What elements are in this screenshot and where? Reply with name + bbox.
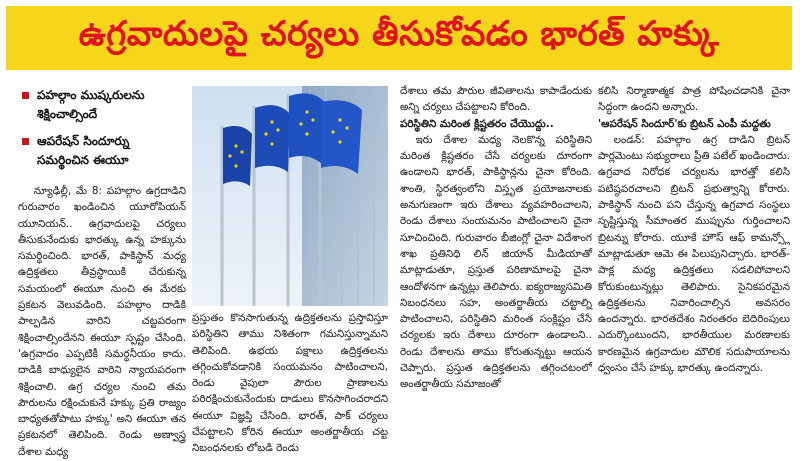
article-text: దేశాలు తమ పౌరుల జీవితాలను కాపాడేందుకు అన్ని చర్యలు చేపట్టాలని కోరింది. xyxy=(400,85,592,114)
article-column-4 xyxy=(598,83,790,376)
article-text: ప్రస్తుతం కొనసాగుతున్న ఉద్రిక్తతలను ప్రస్తావిస్తూ పరిస్థితిని తాము నిశితంగా గమనిస్తున్నామని తెలిపింది. ఉభయ పక్షాలు ఉద్రిక్తతలను తగ్గించుకోవడానికి సంయమనం పాటించాలని, రెండు వైపులా పౌరుల ప్రాణాలను పరిరక్షించుకునేందుకు దాడులు కొనసాగించరాదని ఈయూ విజ్ఞప్తి చేసింది. భారత్, పాక్ చర్యలు చేపట్టాలని కోరిన ఈయూ అంతర్జాతీయ చట్ట నిబంధనలకు లోబడి రెండు xyxy=(192,312,388,455)
highlight-text: పహల్గాం ముష్కరులను శిక్షించాల్సిందే xyxy=(37,88,145,121)
article-column-1 xyxy=(18,183,186,460)
highlight-item xyxy=(22,132,182,170)
headline: ఉగ్రవాదులపై చర్యలు తీసుకోవడం భారత్ హక్కు xyxy=(78,14,720,54)
subheading: 'ఆపరేషన్ సిందూర్'కు బ్రిటన్ ఎంపీ మద్దతు xyxy=(598,117,771,130)
eu-flags-icon xyxy=(192,86,388,306)
article-text: న్యూఢిల్లీ, మే 8: పహల్గాం ఉగ్రదాడిని గురువారం ఖండించిన యూరోపియన్ యూనియన్.. ఉగ్రవాదులపై చర్యలు తీసుకునేందుకు భారత్కు ఉన్న హక్కును సమర్థించింది. భారత్, పాకిస్థాన్ మధ్య ఉద్రిక్తతలు తీవ్రస్థాయికి చేరుకున్న సమయంలో ఈయూ నుంచి ఈ మేరకు ప్రకటన వెలువడింది. పహల్గాం దాడికి పాల్పడిన వారిని చట్టపరంగా శిక్షించాల్సిందేనని ఈయూ స్పష్టం చేసింది. 'ఉగ్రవాదం ఎప్పటికీ సమర్థనీయం కాదు. దాడికి బాధ్యులైన వారిని న్యాయపరంగా శిక్షించాలి. ఉగ్ర చర్యల నుంచి తమ పౌరులను రక్షించుకునే హక్కు ప్రతి రాజ్యం బాధ్యతతోపాటు హక్కు' అని ఈయూ తన ప్రకటనలో తెలిపింది. రెండు అణ్వాస్త్ర దేశాల మధ్య xyxy=(18,185,186,458)
highlight-text: ఆపరేషన్ సిందూర్ను సమర్థించిన ఈయూ xyxy=(37,134,130,167)
article-text: ఇరు దేశాల మధ్య నెలకొన్న పరిస్థితిని మరింత క్లిష్టతరం చేసే చర్యలకు దూరంగా ఉండాలని భారత్, పాకిస్థాన్లను చైనా కోరింది. శాంతి, స్థిరత్వంలోని విస్తృత ప్రయోజనాలకు అనుగుణంగా ఇరు దేశాలు వ్యవహరించాలని, రెండు దేశాలు సంయమనం పాటించాలని చైనా సూచించింది. గురువారం బీజింగ్లో చైనా విదేశాంగ శాఖ ప్రతినిధి లిన్ జియాన్ మీడియాతో మాట్లాడుతూ, ప్రస్తుత పరిణామాలపై చైనా ఆందోళనగా ఉన్నట్లు తెలిపారు. ఐక్యరాజ్యసమితి నిబంధనలు సహ, అంతర్జాతీయ చట్టాల్ని పాటించాలని, పరిస్థితిని మరింత సంక్లిష్టం చేసే చర్యలకు ఇరు దేశాలు దూరంగా ఉండాలని.. రెండు దేశాలను తాము కోరుతున్నట్టు ఆయన చెప్పారు. ప్రస్తుత ఉద్రిక్తతలను తగ్గించటంలో అంతర్జాతీయ సమాజంతో xyxy=(400,133,592,391)
article-column-2 xyxy=(192,310,388,457)
subheading: పరిస్థితిని మరింత క్లిష్టతరం చేయొద్దు.. xyxy=(400,117,554,130)
highlight-item xyxy=(22,86,182,124)
highlights xyxy=(22,86,182,178)
bullet-square-icon xyxy=(22,138,29,145)
bullet-square-icon xyxy=(22,92,29,99)
eu-flags-photo xyxy=(192,86,388,306)
article-text: కలిసి నిర్మాణాత్మక పాత్ర పోషించడానికి చైనా సిద్ధంగా ఉందని అన్నారు. xyxy=(598,85,790,114)
article-text: లండన్: పహల్గాం ఉగ్ర దాడిని బ్రిటన్ పార్లమెంటు సభ్యురాలు ప్రీతి పటేల్ ఖండించారు. ఉగ్రవాద నిరోధక చర్యలను భారత్తో కలిసి పటిష్ఠపరచాలని బ్రిటన్ ప్రభుత్వాన్ని కోరారు. పాకిస్థాన్ నుంచి పని చేస్తున్న ఉగ్రవాద సంస్థలు సృష్టిస్తున్న సీమాంతర ముప్పును గుర్తించాలని బ్రిటన్ను కోరారు. యూకే హౌస్ ఆఫ్ కామన్స్లో మాట్లాడుతూ ఆమె ఈ పిలుపునిచ్చారు. భారత్-పాక్ల మధ్య ఉద్రిక్తతలు సడలిపోవాలని కోరుకుంటున్నట్లు తెలిపారు. సైనికపరమైన ఉద్రిక్తతలను నివారించాల్సిన అవసరం ఉందన్నారు. భారతదేశం నిరంతరం బెదిరింపులు ఎదుర్కొంటుందని, భారతీయుల మరణాలకు కారణమైన ఉగ్రవాదుల మౌలిక సదుపాయాలను ధ్వంసం చేసే హక్కు భారత్కు ఉందన్నారు. xyxy=(598,133,790,375)
headline-banner xyxy=(6,6,792,70)
article-column-3 xyxy=(400,83,592,393)
